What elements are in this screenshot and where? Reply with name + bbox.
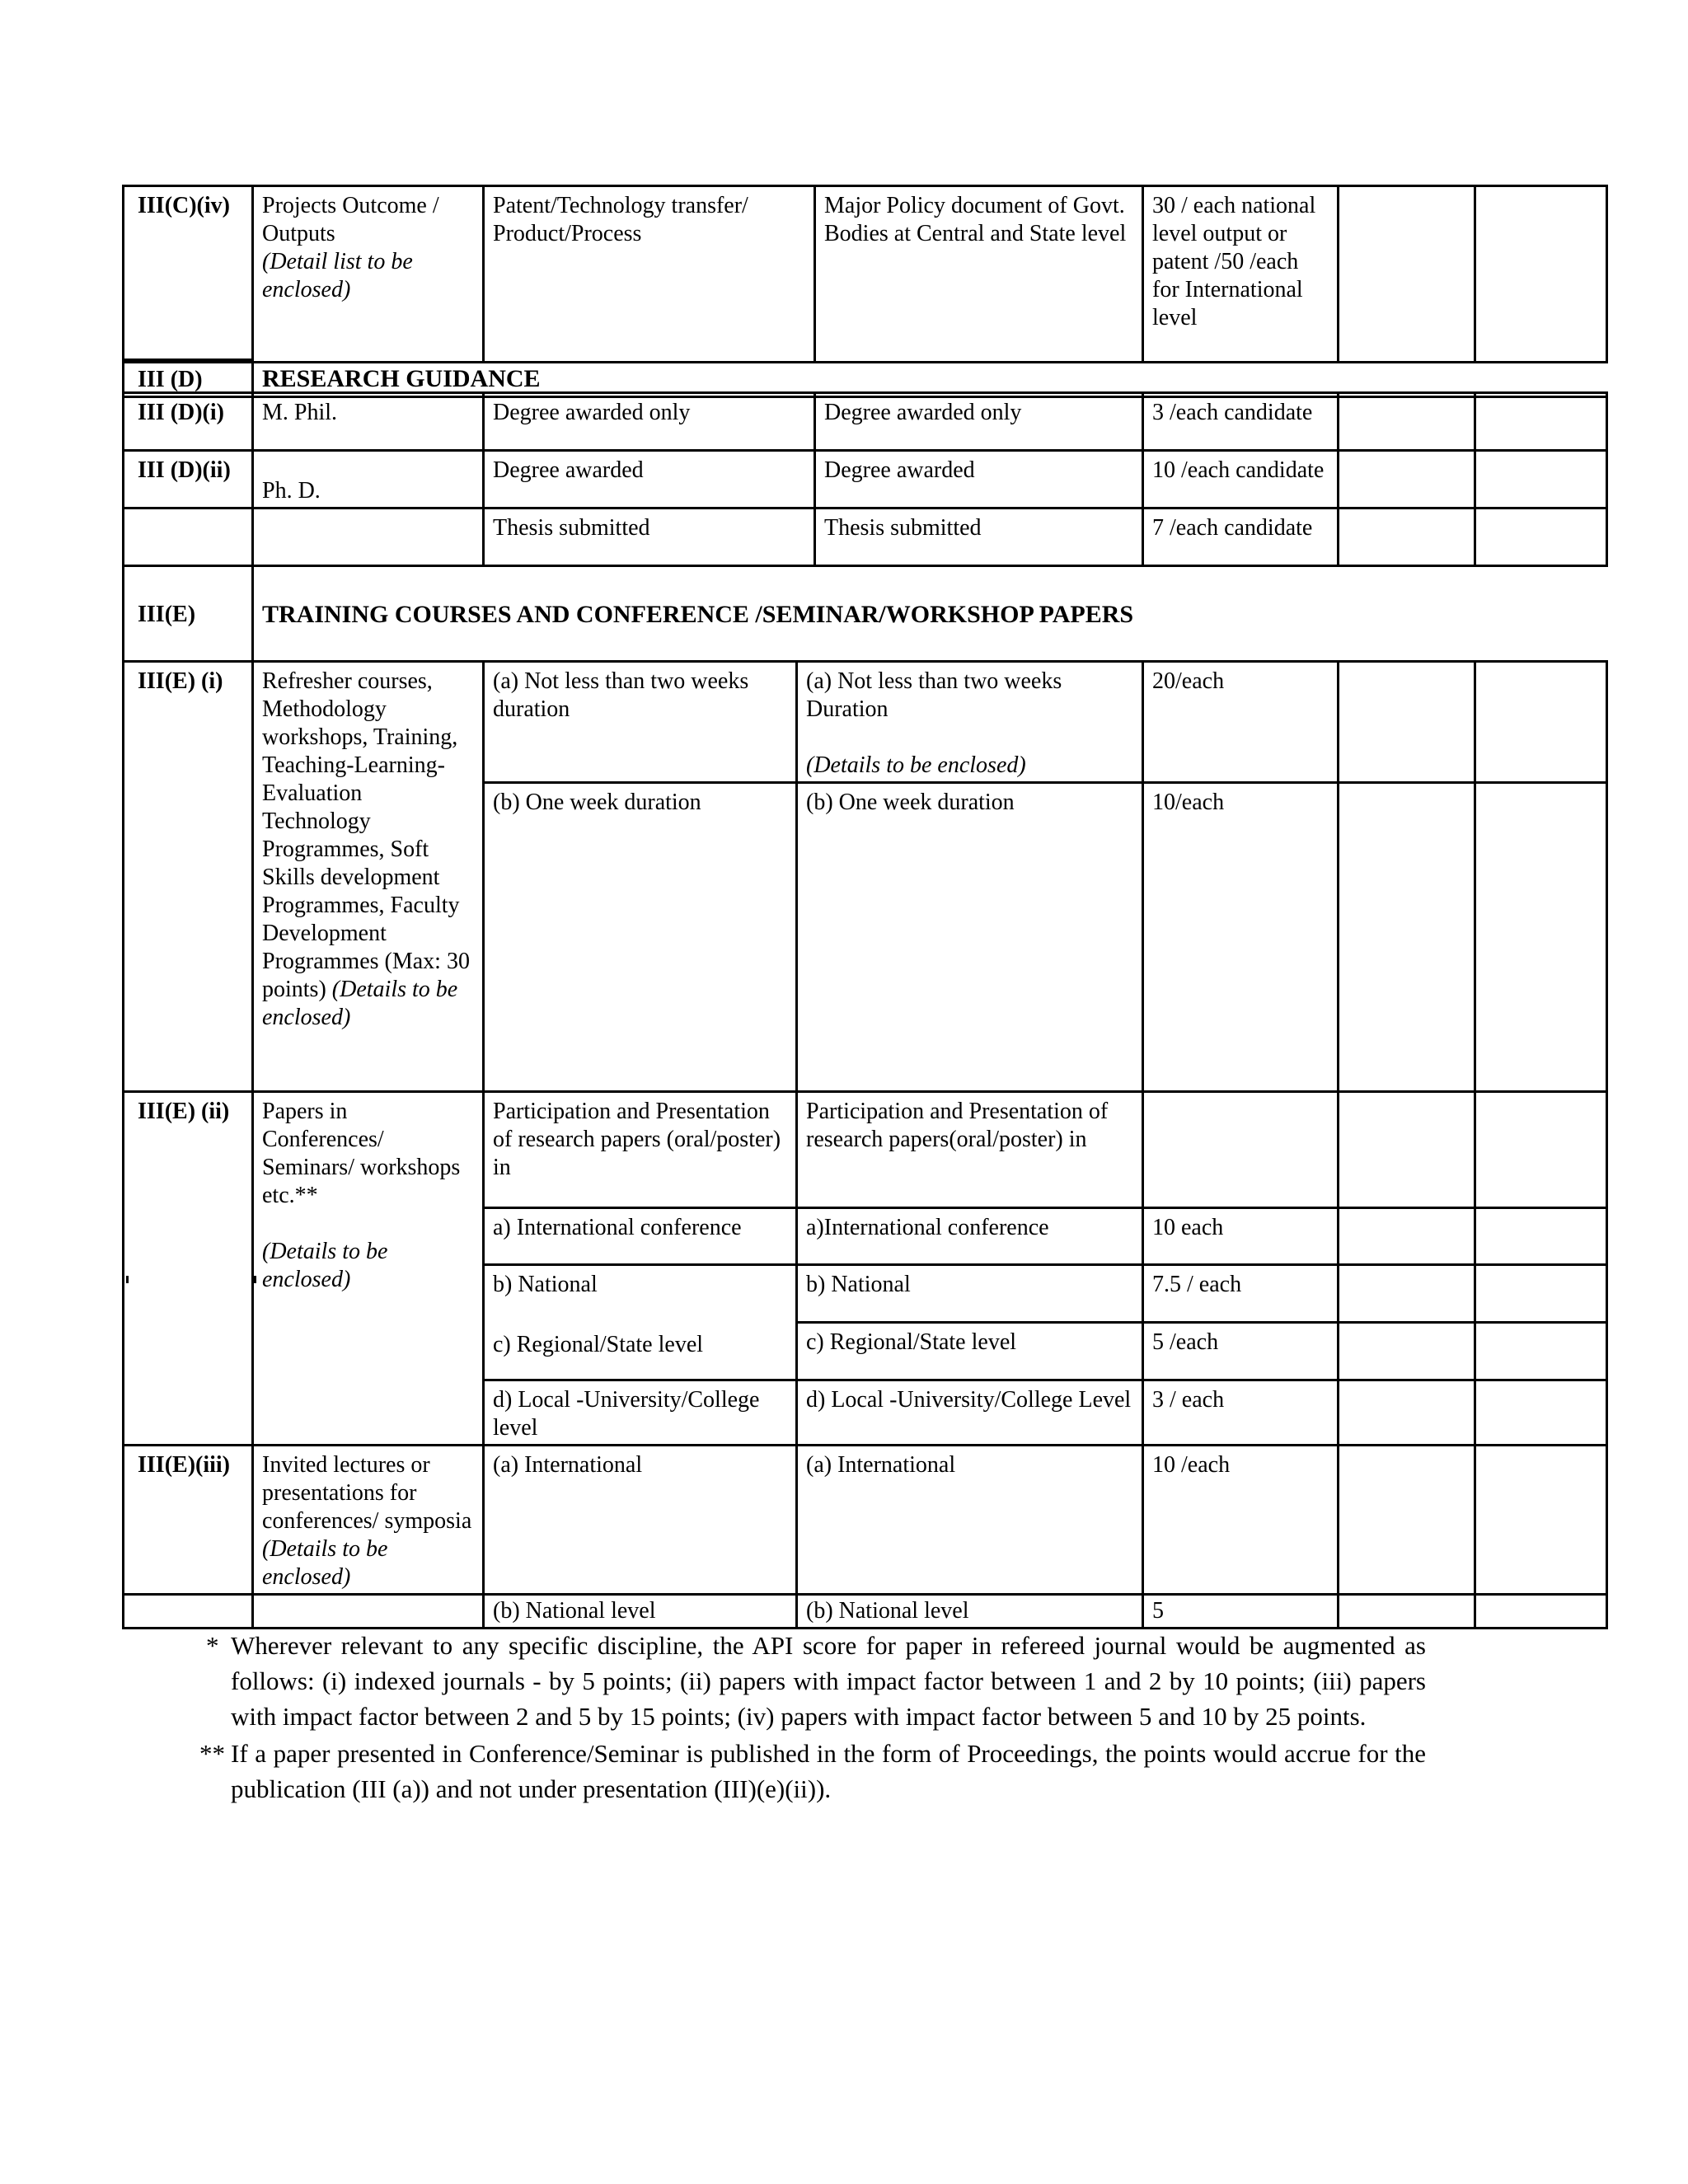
footnote-text: Wherever relevant to any specific discipline, the API score for paper in refereed journal would be augmented as follows: (i) indexed journals - by 5 points; (ii) papers with impact factor between 1 and 2 by 10 points; (iii) papers with impact factor between 2 and 5 by 15 points; (iv) papers with impact factor between 5 and 10 by 25 points. bbox=[231, 1631, 1426, 1731]
criteria-cell: Participation and Presentation of research papers(oral/poster) in bbox=[797, 1092, 1143, 1208]
row-code: III (D)(ii) bbox=[124, 451, 253, 509]
criteria-cell: (a) Not less than two weeks Duration (Details to be enclosed) bbox=[797, 662, 1143, 783]
row-title: Papers in Conferences/ Seminars/ workshops etc.** (Details to be enclosed) bbox=[253, 1092, 484, 1446]
criteria-cell: (a) International bbox=[484, 1446, 797, 1595]
table-row bbox=[124, 1446, 1607, 1595]
table-row bbox=[124, 451, 1607, 509]
table-row bbox=[124, 662, 1607, 783]
criteria-cell: Participation and Presentation of research papers (oral/poster) in bbox=[484, 1092, 797, 1208]
row-code: III (D)(i) bbox=[124, 393, 253, 451]
score-cell: 5 /each bbox=[1143, 1323, 1339, 1380]
row-title-note: (Details to be enclosed) bbox=[262, 977, 458, 1030]
table-row bbox=[124, 393, 1607, 451]
table-row bbox=[124, 186, 1607, 363]
blank-cell bbox=[1475, 186, 1607, 363]
row-title-note: (Details to be enclosed) bbox=[262, 1536, 388, 1590]
criteria-cell: (a) International bbox=[797, 1446, 1143, 1595]
row-title: Invited lectures or presentations for conferences/ symposia (Details to be enclosed) bbox=[253, 1446, 484, 1595]
blank-cell bbox=[1339, 393, 1475, 451]
row-code: III(E) (i) bbox=[124, 662, 253, 1092]
row-code: III(E) (ii) bbox=[124, 1092, 253, 1446]
criteria-cell: Thesis submitted bbox=[484, 509, 815, 566]
blank-cell bbox=[1339, 1446, 1475, 1595]
criteria-cell: Major Policy document of Govt. Bodies at Central and State level bbox=[815, 186, 1143, 363]
criteria-cell: Degree awarded bbox=[484, 451, 815, 509]
row-title bbox=[253, 509, 484, 566]
blank-cell bbox=[124, 1595, 253, 1629]
criteria-cell: b) National bbox=[797, 1265, 1143, 1323]
score-cell: 7.5 / each bbox=[1143, 1265, 1339, 1323]
row-code: III(E)(iii) bbox=[124, 1446, 253, 1595]
table-row bbox=[124, 509, 1607, 566]
criteria-cell: (b) One week duration bbox=[484, 783, 797, 1092]
scan-mark bbox=[126, 1276, 129, 1283]
blank-cell bbox=[1475, 1265, 1607, 1323]
blank-cell bbox=[1339, 451, 1475, 509]
score-cell: 10 each bbox=[1143, 1208, 1339, 1265]
table-e-heading bbox=[122, 565, 1607, 660]
criteria-cell: Degree awarded only bbox=[484, 393, 815, 451]
row-title: Projects Outcome / Outputs (Detail list to be enclosed) bbox=[253, 186, 484, 363]
blank-cell bbox=[1475, 451, 1607, 509]
criteria-cell: b) National bbox=[484, 1265, 797, 1323]
row-title: Ph. D. bbox=[253, 451, 484, 509]
section-code: III(E) bbox=[124, 565, 253, 660]
blank-cell bbox=[1339, 186, 1475, 363]
row-title-note: (Details to be enclosed) bbox=[262, 1239, 388, 1292]
row-title-note: (Detail list to be enclosed) bbox=[262, 249, 413, 302]
score-cell: 10/each bbox=[1143, 783, 1339, 1092]
blank-cell bbox=[1475, 393, 1607, 451]
blank-cell bbox=[1475, 1380, 1607, 1446]
row-title: M. Phil. bbox=[253, 393, 484, 451]
blank-cell bbox=[1475, 1323, 1607, 1380]
table-c-iv bbox=[122, 185, 1608, 363]
criteria-cell: c) Regional/State level bbox=[797, 1323, 1143, 1380]
criteria-cell: (b) National level bbox=[484, 1595, 797, 1629]
section-heading: RESEARCH GUIDANCE bbox=[253, 360, 1607, 397]
score-cell: 3 / each bbox=[1143, 1380, 1339, 1446]
score-cell: 30 / each national level output or patent /50 /each for International level bbox=[1143, 186, 1339, 363]
blank-cell bbox=[1339, 783, 1475, 1092]
blank-cell bbox=[253, 1595, 484, 1629]
blank-cell bbox=[1339, 1595, 1475, 1629]
footnote-text: If a paper presented in Conference/Seminar is published in the form of Proceedings, the points would accrue for the publication (III (a)) and not under presentation (III)(e)(ii)). bbox=[231, 1739, 1426, 1803]
footnote bbox=[199, 1736, 1426, 1807]
criteria-cell: a)International conference bbox=[797, 1208, 1143, 1265]
footnote-mark: ** bbox=[199, 1739, 225, 1768]
criteria-cell: a) International conference bbox=[484, 1208, 797, 1265]
blank-cell bbox=[1339, 509, 1475, 566]
section-code: III (D) bbox=[124, 360, 253, 397]
score-cell: 10 /each candidate bbox=[1143, 451, 1339, 509]
criteria-cell: (b) One week duration bbox=[797, 783, 1143, 1092]
row-code bbox=[124, 509, 253, 566]
blank-cell bbox=[1475, 662, 1607, 783]
footnote-mark: * bbox=[206, 1631, 219, 1660]
row-code: III(C)(iv) bbox=[124, 186, 253, 363]
blank-cell bbox=[1475, 1092, 1607, 1208]
blank-cell bbox=[1339, 1092, 1475, 1208]
table-row bbox=[124, 1092, 1607, 1208]
section-heading: TRAINING COURSES AND CONFERENCE /SEMINAR/WORKSHOP PAPERS bbox=[253, 565, 1607, 660]
score-cell bbox=[1143, 1092, 1339, 1208]
score-cell: 5 bbox=[1143, 1595, 1339, 1629]
criteria-cell: d) Local -University/College Level bbox=[797, 1380, 1143, 1446]
blank-cell bbox=[1475, 1446, 1607, 1595]
blank-cell bbox=[1339, 1323, 1475, 1380]
table-row bbox=[124, 1595, 1607, 1629]
blank-cell bbox=[1339, 1208, 1475, 1265]
score-cell: 3 /each candidate bbox=[1143, 393, 1339, 451]
score-cell: 20/each bbox=[1143, 662, 1339, 783]
criteria-cell: Degree awarded bbox=[815, 451, 1143, 509]
criteria-cell: c) Regional/State level bbox=[484, 1323, 797, 1380]
table-e bbox=[122, 660, 1608, 1629]
criteria-cell: Thesis submitted bbox=[815, 509, 1143, 566]
score-cell: 10 /each bbox=[1143, 1446, 1339, 1595]
blank-cell bbox=[1475, 1595, 1607, 1629]
scan-mark bbox=[254, 1276, 256, 1283]
table-row bbox=[124, 565, 1607, 660]
row-title: Refresher courses, Methodology workshops, Training, Teaching-Learning-Evaluation Technology Programmes, Soft Skills development Programmes, Faculty Development Programmes (Max: 30 points) (Details to be enclosed) bbox=[253, 662, 484, 1092]
blank-cell bbox=[1475, 509, 1607, 566]
footnotes bbox=[199, 1628, 1426, 1807]
criteria-cell: Degree awarded only bbox=[815, 393, 1143, 451]
criteria-cell: Patent/Technology transfer/ Product/Process bbox=[484, 186, 815, 363]
criteria-cell: (a) Not less than two weeks duration bbox=[484, 662, 797, 783]
criteria-cell: d) Local -University/College level bbox=[484, 1380, 797, 1446]
blank-cell bbox=[1475, 1208, 1607, 1265]
blank-cell bbox=[1339, 662, 1475, 783]
footnote bbox=[206, 1628, 1426, 1734]
table-d bbox=[122, 391, 1608, 567]
blank-cell bbox=[1475, 783, 1607, 1092]
score-cell: 7 /each candidate bbox=[1143, 509, 1339, 566]
blank-cell bbox=[1339, 1265, 1475, 1323]
criteria-note: (Details to be enclosed) bbox=[806, 752, 1026, 778]
blank-cell bbox=[1339, 1380, 1475, 1446]
criteria-cell: (b) National level bbox=[797, 1595, 1143, 1629]
